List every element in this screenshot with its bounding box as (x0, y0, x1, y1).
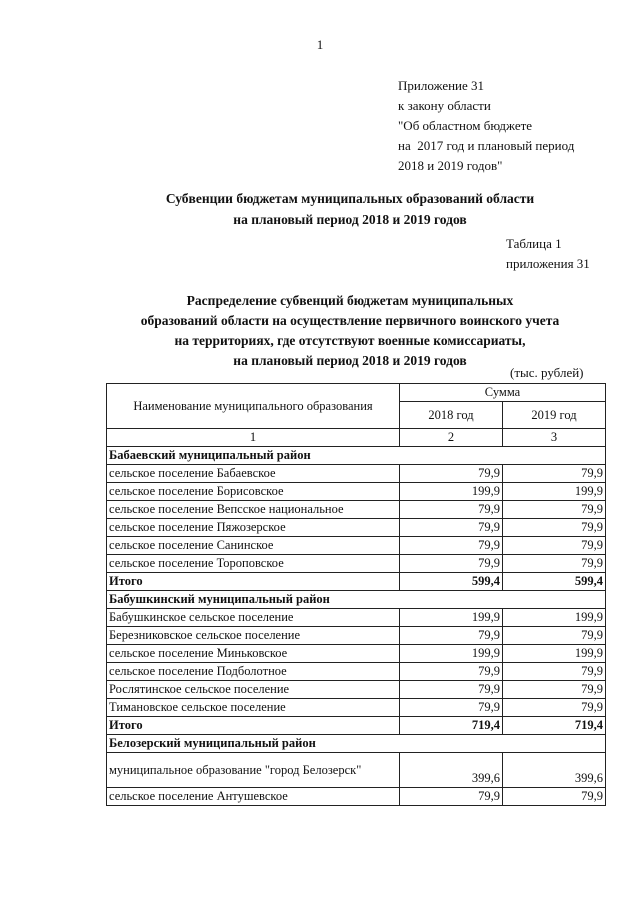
amount-2018: 199,9 (400, 609, 503, 627)
amount-2018: 79,9 (400, 663, 503, 681)
page-number: 1 (316, 37, 324, 52)
table-row (107, 555, 606, 573)
appendix-line: Приложение 31 (398, 78, 485, 93)
amount-2018: 79,9 (400, 699, 503, 717)
total-row (107, 717, 606, 735)
col-number: 3 (503, 429, 606, 447)
header-row-col-numbers (107, 429, 606, 447)
total-row (107, 573, 606, 591)
header-name: Наименование муниципального образования (107, 384, 400, 429)
appendix-line: 2018 и 2019 годов" (398, 158, 503, 173)
amount-2019: 79,9 (503, 681, 606, 699)
municipality-name: Тимановское сельское поселение (107, 699, 400, 717)
amount-2019: 399,6 (503, 753, 606, 788)
municipality-name: Бабушкинское сельское поселение (107, 609, 400, 627)
table-row (107, 483, 606, 501)
table-row (107, 753, 606, 788)
table-row (107, 645, 606, 663)
amount-2018: 599,4 (400, 573, 503, 591)
table-row (107, 609, 606, 627)
district-row (107, 591, 606, 609)
table-row (107, 501, 606, 519)
municipality-name: сельское поселение Вепсское национальное (107, 501, 400, 519)
table-row (107, 663, 606, 681)
distribution-title-line: Распределение субвенций бюджетам муниципальных (186, 293, 514, 308)
municipality-name: Рослятинское сельское поселение (107, 681, 400, 699)
municipality-name: сельское поселение Подболотное (107, 663, 400, 681)
amount-2018: 79,9 (400, 555, 503, 573)
municipality-name: сельское поселение Санинское (107, 537, 400, 555)
amount-2019: 79,9 (503, 537, 606, 555)
amount-2019: 79,9 (503, 519, 606, 537)
amount-2018: 719,4 (400, 717, 503, 735)
col-number: 2 (400, 429, 503, 447)
amount-2019: 79,9 (503, 465, 606, 483)
municipality-name: сельское поселение Миньковское (107, 645, 400, 663)
district-name: Бабушкинский муниципальный район (107, 591, 606, 609)
appendix-line: на 2017 год и плановый период (398, 138, 575, 153)
table-row (107, 627, 606, 645)
amount-2018: 79,9 (400, 537, 503, 555)
table-row (107, 537, 606, 555)
table-label-line: Таблица 1 (506, 236, 562, 251)
municipality-name: сельское поселение Борисовское (107, 483, 400, 501)
amount-2019: 199,9 (503, 483, 606, 501)
table-row (107, 519, 606, 537)
table-row (107, 681, 606, 699)
distribution-title-line: на территориях, где отсутствуют военные комиссариаты, (174, 333, 526, 348)
header-sum: Сумма (400, 384, 606, 402)
header-year-2019: 2019 год (503, 402, 606, 429)
amount-2019: 599,4 (503, 573, 606, 591)
amount-2019: 79,9 (503, 663, 606, 681)
distribution-title (0, 291, 640, 371)
amount-2019: 199,9 (503, 609, 606, 627)
district-row (107, 447, 606, 465)
amount-2019: 199,9 (503, 645, 606, 663)
units-label: (тыс. рублей) (510, 365, 584, 380)
appendix-line: "Об областном бюджете (398, 118, 533, 133)
amount-2018: 199,9 (400, 483, 503, 501)
amount-2019: 79,9 (503, 788, 606, 806)
amount-2019: 79,9 (503, 627, 606, 645)
amount-2019: 719,4 (503, 717, 606, 735)
municipality-name: сельское поселение Антушевское (107, 788, 400, 806)
header-year-2018: 2018 год (400, 402, 503, 429)
table-body (107, 447, 606, 806)
municipality-name: сельское поселение Бабаевское (107, 465, 400, 483)
table-row (107, 699, 606, 717)
municipality-name: муниципальное образование "город Белозерск" (107, 753, 400, 788)
district-name: Белозерский муниципальный район (107, 735, 606, 753)
table-label (506, 234, 590, 274)
municipality-name: Березниковское сельское поселение (107, 627, 400, 645)
amount-2018: 79,9 (400, 519, 503, 537)
amount-2019: 79,9 (503, 555, 606, 573)
amount-2018: 399,6 (400, 753, 503, 788)
amount-2019: 79,9 (503, 501, 606, 519)
amount-2018: 79,9 (400, 465, 503, 483)
distribution-title-line: образований области на осуществление первичного воинского учета (140, 313, 560, 328)
document-title-line: на плановый период 2018 и 2019 годов (233, 212, 467, 227)
appendix-reference (398, 76, 574, 176)
table-row (107, 465, 606, 483)
amount-2018: 199,9 (400, 645, 503, 663)
subsidy-table (106, 383, 606, 806)
amount-2018: 79,9 (400, 681, 503, 699)
col-number: 1 (107, 429, 400, 447)
table-row (107, 788, 606, 806)
amount-2018: 79,9 (400, 788, 503, 806)
district-row (107, 735, 606, 753)
table-label-line: приложения 31 (506, 256, 590, 271)
distribution-title-line: на плановый период 2018 и 2019 годов (233, 353, 467, 368)
municipality-name: Итого (107, 717, 400, 735)
municipality-name: сельское поселение Пяжозерское (107, 519, 400, 537)
amount-2019: 79,9 (503, 699, 606, 717)
amount-2018: 79,9 (400, 627, 503, 645)
appendix-line: к закону области (398, 98, 491, 113)
header-row-sum (107, 384, 606, 402)
amount-2018: 79,9 (400, 501, 503, 519)
municipality-name: Итого (107, 573, 400, 591)
document-title (0, 188, 640, 230)
document-title-line: Субвенции бюджетам муниципальных образований области (165, 191, 535, 206)
municipality-name: сельское поселение Тороповское (107, 555, 400, 573)
district-name: Бабаевский муниципальный район (107, 447, 606, 465)
